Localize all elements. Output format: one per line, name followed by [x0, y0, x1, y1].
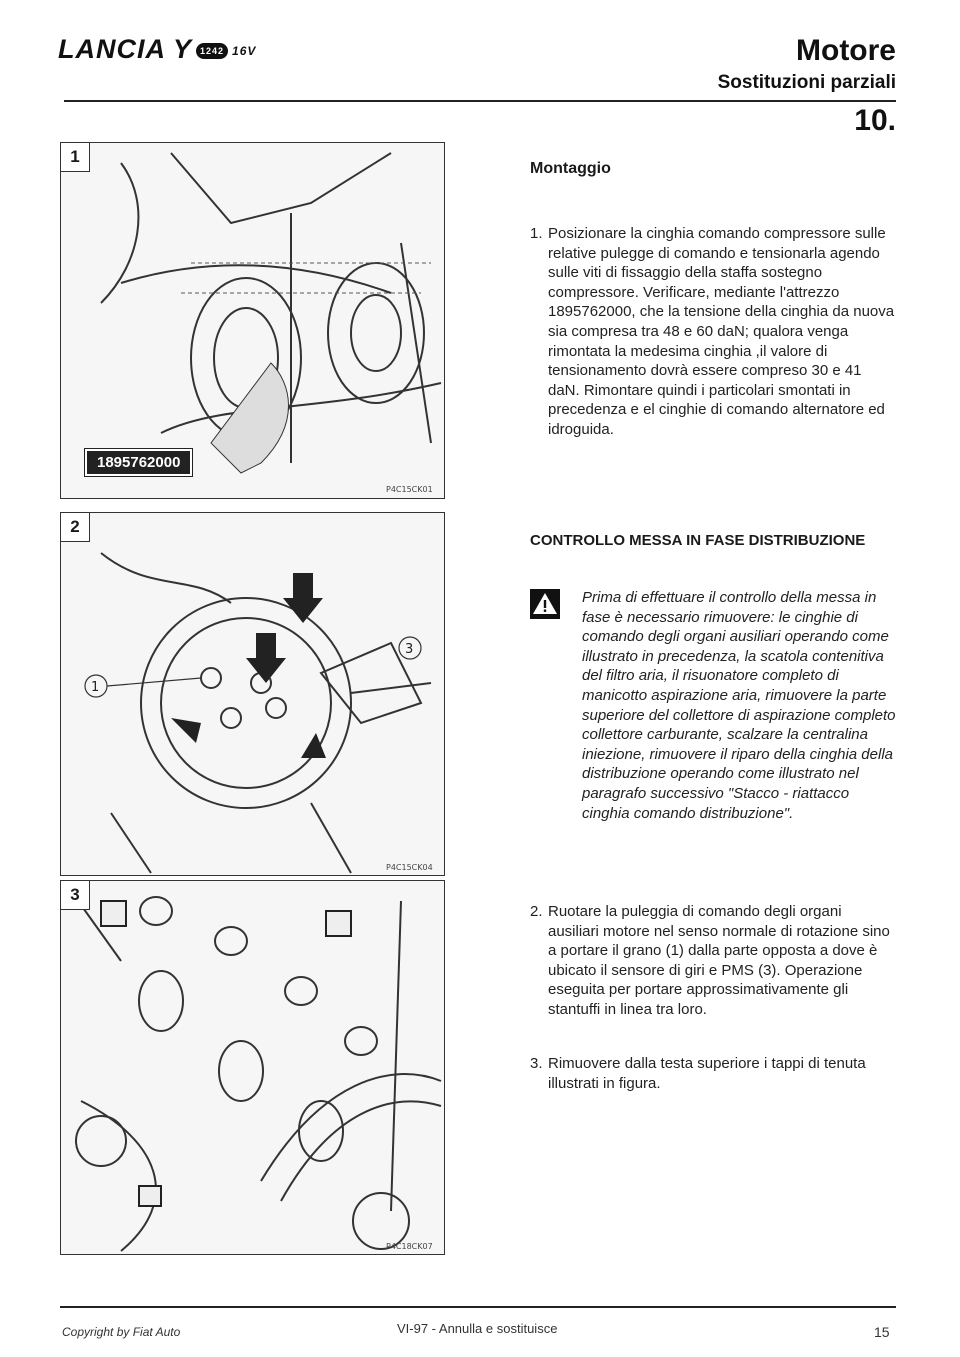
step-1-text: Posizionare la cinghia comando compressore sulle relative pulegge di comando e tensionarla agendo sulle viti di fissaggio della staffa sostegno compressore. Verificare, mediante l'attrezzo 1895762000, che la tensione della cinghia da nuova sia compresa tra 48 e 60 daN; qualora venga rimontata la medesima cinghia ,il valore di tensionamento dovrà essere compreso 30 e 41 daN. Rimontare quindi i particolari smontati in precedenza e el cinghie di comando alternatore ed idroguida. [548, 225, 895, 438]
footer-divider [60, 1306, 896, 1308]
figure-1-code: P4C15CK01 [386, 485, 433, 494]
step-3-text: Rimuovere dalla testa superiore i tappi di tenuta illustrati in figura. [548, 1055, 866, 1092]
heading-controllo: CONTROLLO MESSA IN FASE DISTRIBUZIONE [530, 532, 866, 549]
figure-3-number: 3 [61, 881, 90, 910]
footer-page-number: 15 [874, 1324, 890, 1340]
figure-2-illustration [61, 513, 444, 875]
heading-montaggio: Montaggio [530, 160, 611, 177]
figure-2-number: 2 [61, 513, 90, 542]
callout-1: 1 [91, 680, 100, 695]
step-2-number: 2. [530, 903, 543, 920]
brand-title [58, 34, 256, 65]
step-2 [530, 902, 896, 1020]
step-3 [530, 1054, 896, 1093]
brand-name: LANCIA Y [58, 34, 193, 64]
subsection-title: Sostituzioni parziali [717, 72, 896, 93]
figure-2-code: P4C15CK04 [386, 863, 433, 872]
figure-3-code: P4C18CK07 [386, 1242, 433, 1251]
tool-label [85, 449, 192, 476]
figure-3-illustration [61, 881, 444, 1254]
figure-1-illustration [61, 143, 444, 498]
step-3-number: 3. [530, 1055, 543, 1072]
header-divider [64, 100, 896, 102]
figure-1 [60, 142, 445, 499]
brand-variant: 16V [232, 43, 257, 58]
figure-3 [60, 880, 445, 1255]
engine-badge: 1242 [196, 43, 228, 59]
warning-icon [530, 589, 560, 619]
step-1-number: 1. [530, 225, 543, 242]
figure-2 [60, 512, 445, 876]
tool-label-text: 1895762000 [97, 454, 181, 471]
step-1 [530, 224, 896, 440]
figure-1-number: 1 [61, 143, 90, 172]
step-2-text: Ruotare la puleggia di comando degli organi ausiliari motore nel senso normale di rotazione sino a portare il grano (1) dalla parte opposta a dove è ubicato il sensore di giri e PMS (3). Operazione eseguita per portare approssimativamente gli stantuffi in linea tra loro. [548, 903, 890, 1018]
section-number: 10. [854, 104, 896, 137]
warning-text: Prima di effettuare il controllo della messa in fase è necessario rimuovere: le cinghie di comando degli organi ausiliari operando come illustrato in precedenza, la scatola contenitiva del filtro aria, il risuonatore completo di manicotto aspirazione aria, rimuovere la parte superiore del collettore di aspirazione completo collettore carburante, scalzare la centralina iniezione, rimuovere il riparo della cinghia della distribuzione operando come illustrato nel paragrafo successivo "Stacco - riattacco cinghia comando distribuzione". [582, 589, 896, 822]
section-title: Motore [796, 34, 896, 67]
footer-copyright: Copyright by Fiat Auto [62, 1325, 181, 1339]
footer-edition: VI-97 - Annulla e sostituisce [397, 1321, 558, 1336]
callout-3: 3 [405, 642, 414, 657]
